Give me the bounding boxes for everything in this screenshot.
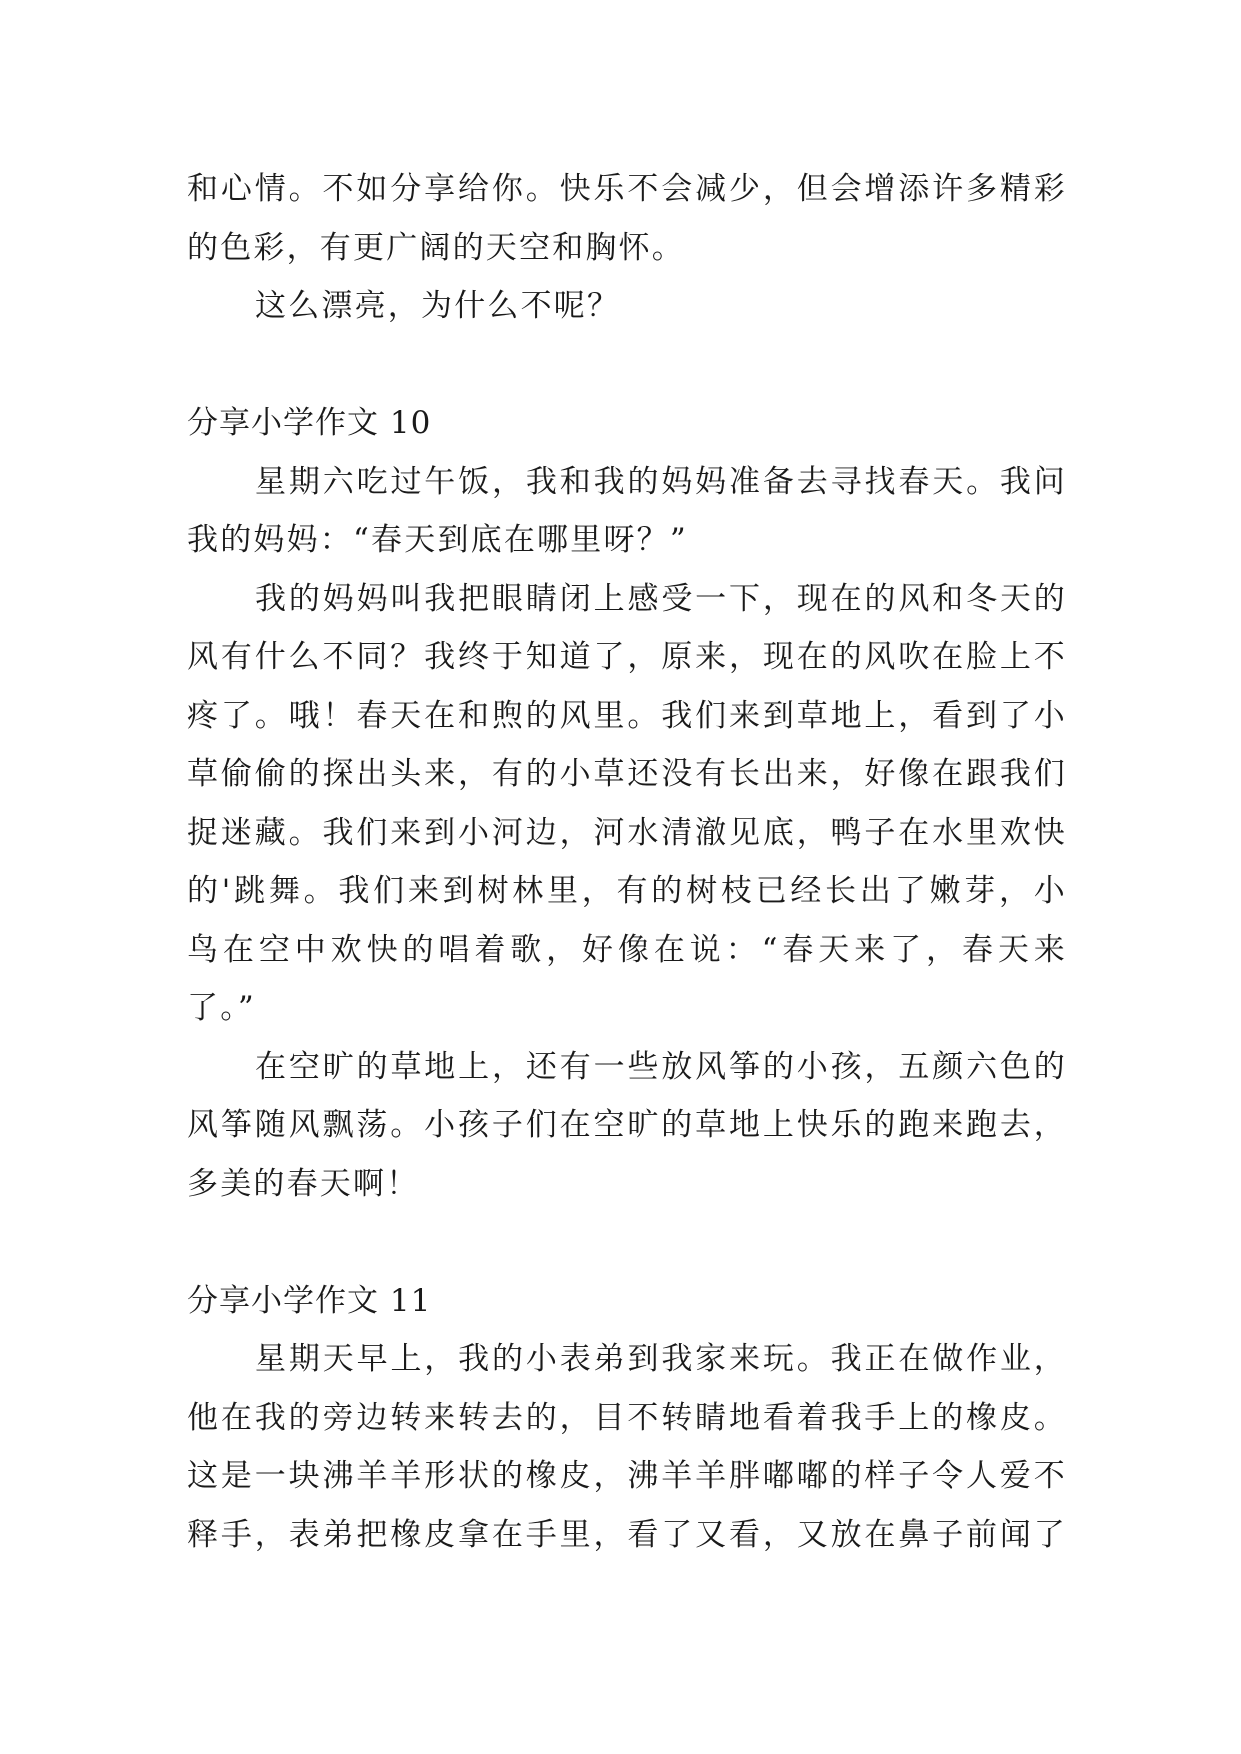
text-line: 捉迷藏。我们来到小河边，河水清澈见底，鸭子在水里欢快 [187, 814, 1067, 851]
paragraph-gap [187, 336, 1067, 395]
text-line: 风有什么不同？我终于知道了，原来，现在的风吹在脸上不 [187, 639, 1067, 675]
text-line: 星期天早上，我的小表弟到我家来玩。我正在做作业， [255, 1341, 1067, 1377]
text-line: 风筝随风飘荡。小孩子们在空旷的草地上快乐的跑来跑去， [187, 1107, 1067, 1143]
text-line: 鸟在空中欢快的唱着歌，好像在说：“春天来了，春天来 [187, 931, 1067, 968]
document-page [187, 160, 1067, 1564]
text-line: 在空旷的草地上，还有一些放风筝的小孩，五颜六色的 [255, 1048, 1067, 1085]
section-heading: 分享小学作文 10 [187, 405, 432, 441]
text-line: 我的妈妈叫我把眼睛闭上感受一下，现在的风和冬天的 [255, 580, 1067, 617]
text-line: 星期六吃过午饭，我和我的妈妈准备去寻找春天。我问 [255, 463, 1067, 500]
section-heading: 分享小学作文 11 [187, 1282, 432, 1319]
text-line: 多美的春天啊！ [187, 1165, 420, 1202]
text-line: 了。” [187, 990, 256, 1026]
text-line: 疼了。哦！春天在和煦的风里。我们来到草地上，看到了小 [187, 697, 1067, 734]
text-line: 草偷偷的探出头来，有的小草还没有长出来，好像在跟我们 [187, 756, 1067, 792]
text-line: 和心情。不如分享给你。快乐不会减少，但会增添许多精彩 [187, 171, 1067, 207]
text-line: 他在我的旁边转来转去的，目不转睛地看着我手上的橡皮。 [187, 1399, 1067, 1436]
text-line: 的'跳舞。我们来到树林里，有的树枝已经长出了嫩芽，小 [187, 873, 1067, 909]
text-line: 释手，表弟把橡皮拿在手里，看了又看，又放在鼻子前闻了 [187, 1516, 1067, 1553]
paragraph-gap [187, 1213, 1067, 1272]
text-line: 我的妈妈：“春天到底在哪里呀？” [187, 522, 688, 558]
text-line: 这么漂亮，为什么不呢？ [255, 288, 621, 324]
text-line: 的色彩，有更广阔的天空和胸怀。 [187, 229, 685, 266]
text-line: 这是一块沸羊羊形状的橡皮，沸羊羊胖嘟嘟的样子令人爱不 [187, 1458, 1067, 1494]
